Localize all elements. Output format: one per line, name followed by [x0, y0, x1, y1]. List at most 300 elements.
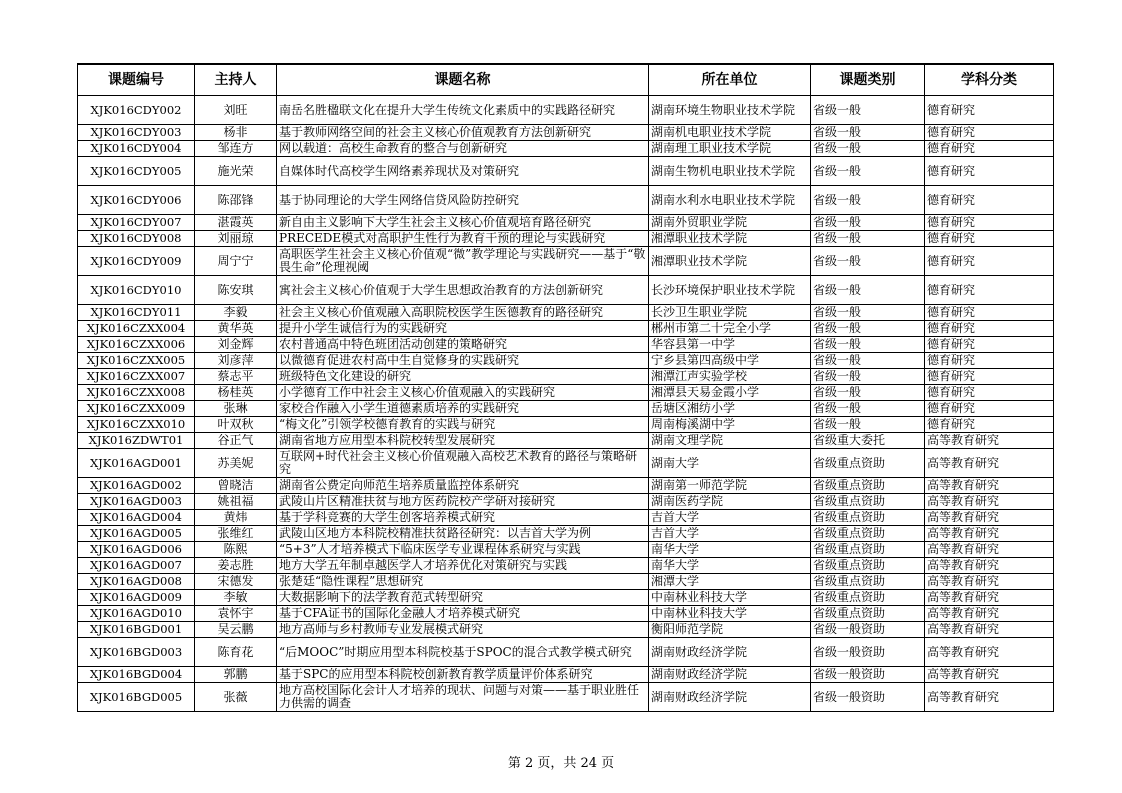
- cell-project-code-text: XJK016AGD009: [90, 591, 182, 604]
- cell-project-code-text: XJK016CDY010: [90, 283, 182, 297]
- cell-project-code-text: XJK016AGD008: [90, 575, 182, 588]
- cell-unit: [649, 231, 811, 247]
- cell-category: [811, 574, 925, 590]
- cell-project-title: [277, 683, 649, 712]
- cell-host-text: 刘旺: [223, 103, 248, 117]
- table-row: [78, 157, 1054, 186]
- cell-subject: [925, 449, 1054, 478]
- cell-project-code-text: XJK016AGD006: [90, 543, 182, 556]
- cell-category-text: 省级一般: [813, 338, 862, 351]
- table-row: [78, 590, 1054, 606]
- table-row: [78, 125, 1054, 141]
- table-row: [78, 638, 1054, 667]
- cell-project-title: [277, 478, 649, 494]
- cell-host: [195, 478, 277, 494]
- cell-host-text: 刘丽琼: [217, 232, 254, 245]
- cell-project-title: [277, 247, 649, 276]
- cell-host: [195, 125, 277, 141]
- cell-project-title: [277, 510, 649, 526]
- cell-project-code-text: XJK016CZXX006: [86, 338, 186, 351]
- table-row: [78, 526, 1054, 542]
- cell-unit-text: 湖南医药学院: [651, 495, 724, 508]
- cell-category-text: 省级重点资助: [813, 479, 886, 492]
- cell-project-code-text: XJK016CDY011: [90, 306, 182, 319]
- cell-category-text: 省级一般资助: [813, 645, 886, 659]
- cell-project-title-text: 班级特色文化建设的研究: [279, 370, 412, 383]
- cell-category-text: 省级重点资助: [813, 456, 886, 470]
- cell-project-code-text: XJK016AGD001: [90, 456, 182, 470]
- cell-project-code-text: XJK016CZXX007: [86, 370, 186, 383]
- cell-category: [811, 186, 925, 215]
- cell-unit: [649, 215, 811, 231]
- cell-host-text: 邹连方: [217, 142, 254, 155]
- cell-project-code-text: XJK016BGD001: [89, 623, 183, 636]
- cell-project-code: [78, 478, 195, 494]
- cell-unit: [649, 606, 811, 622]
- cell-unit: [649, 417, 811, 433]
- cell-subject: [925, 247, 1054, 276]
- cell-project-code: [78, 401, 195, 417]
- cell-subject: [925, 683, 1054, 712]
- cell-subject-text: 德育研究: [927, 232, 976, 245]
- cell-unit-text: 中南林业科技大学: [651, 591, 748, 604]
- cell-project-title-text: 武陵山区地方本科院校精准扶贫路径研究：以吉首大学为例: [279, 527, 592, 540]
- cell-project-title-text: 武陵山片区精准扶贫与地方医药院校产学研对接研究: [279, 495, 556, 508]
- cell-category-text: 省级一般: [813, 103, 862, 117]
- cell-category: [811, 215, 925, 231]
- cell-category: [811, 478, 925, 494]
- cell-category-text: 省级重点资助: [813, 495, 886, 508]
- cell-project-code-text: XJK016CDY004: [90, 142, 182, 155]
- cell-host: [195, 321, 277, 337]
- header-project-code: 课题编号: [78, 64, 195, 96]
- cell-project-code: [78, 526, 195, 542]
- cell-project-code: [78, 494, 195, 510]
- cell-project-code-text: XJK016AGD004: [90, 511, 182, 524]
- cell-subject-text: 德育研究: [927, 402, 976, 415]
- cell-project-code: [78, 510, 195, 526]
- cell-subject: [925, 337, 1054, 353]
- project-table: [77, 63, 1054, 712]
- cell-category: [811, 558, 925, 574]
- cell-unit: [649, 510, 811, 526]
- cell-project-title-text: 家校合作融入小学生道德素质培养的实践研究: [279, 402, 520, 415]
- cell-unit: [649, 337, 811, 353]
- cell-project-title: [277, 321, 649, 337]
- cell-unit-text: 湖南财政经济学院: [651, 645, 748, 659]
- header-subject: 学科分类: [925, 64, 1054, 96]
- cell-host: [195, 385, 277, 401]
- cell-host: [195, 433, 277, 449]
- project-list-sheet: [77, 63, 1054, 712]
- cell-host-text: 李毅: [223, 306, 248, 319]
- cell-category-text: 省级重点资助: [813, 527, 886, 540]
- table-row: [78, 433, 1054, 449]
- cell-project-code: [78, 667, 195, 683]
- cell-subject-text: 高等教育研究: [927, 591, 1000, 604]
- table-row: [78, 478, 1054, 494]
- cell-category-text: 省级一般: [813, 142, 862, 155]
- cell-project-code: [78, 542, 195, 558]
- cell-unit-text: 华容县第一中学: [651, 338, 736, 351]
- cell-subject-text: 德育研究: [927, 338, 976, 351]
- cell-unit: [649, 590, 811, 606]
- cell-unit: [649, 494, 811, 510]
- cell-project-title: [277, 574, 649, 590]
- cell-project-title-text: 基于教师网络空间的社会主义核心价值观教育方法创新研究: [279, 126, 592, 139]
- cell-category-text: 省级一般: [813, 232, 862, 245]
- table-header-row: [78, 64, 1054, 96]
- cell-subject-text: 德育研究: [927, 254, 976, 268]
- table-row: [78, 449, 1054, 478]
- cell-project-title: [277, 401, 649, 417]
- cell-host-text: 叶双秋: [217, 418, 254, 431]
- cell-unit: [649, 141, 811, 157]
- cell-category: [811, 321, 925, 337]
- cell-host: [195, 141, 277, 157]
- cell-category: [811, 449, 925, 478]
- cell-subject-text: 德育研究: [927, 126, 976, 139]
- cell-project-title-text: 农村普通高中特色班团活动创建的策略研究: [279, 338, 508, 351]
- cell-project-code-text: XJK016CDY007: [90, 216, 182, 229]
- cell-unit-text: 湖南第一师范学院: [651, 479, 748, 492]
- cell-host-text: 李敏: [223, 591, 248, 604]
- cell-subject: [925, 401, 1054, 417]
- cell-unit: [649, 622, 811, 638]
- cell-project-title: [277, 157, 649, 186]
- cell-project-title-text: 新自由主义影响下大学生社会主义核心价值观培育路径研究: [279, 216, 592, 229]
- cell-project-title: [277, 96, 649, 125]
- cell-host-text: 蔡志平: [217, 370, 254, 383]
- cell-subject: [925, 558, 1054, 574]
- cell-project-title: [277, 141, 649, 157]
- table-row: [78, 321, 1054, 337]
- cell-category-text: 省级重点资助: [813, 511, 886, 524]
- cell-host: [195, 622, 277, 638]
- cell-host-text: 周宁宁: [217, 254, 254, 268]
- cell-unit-text: 中南林业科技大学: [651, 607, 748, 620]
- cell-subject: [925, 622, 1054, 638]
- cell-category: [811, 401, 925, 417]
- cell-project-code: [78, 369, 195, 385]
- cell-unit-text: 南华大学: [651, 559, 700, 572]
- cell-unit-text: 衡阳师范学院: [651, 623, 724, 636]
- cell-unit: [649, 353, 811, 369]
- cell-host-text: 黄炜: [223, 511, 248, 524]
- cell-project-code: [78, 141, 195, 157]
- cell-category-text: 省级一般: [813, 306, 862, 319]
- cell-category-text: 省级一般资助: [813, 623, 886, 636]
- cell-project-title: [277, 385, 649, 401]
- cell-category: [811, 231, 925, 247]
- cell-category: [811, 590, 925, 606]
- cell-subject-text: 高等教育研究: [927, 434, 1000, 447]
- table-row: [78, 622, 1054, 638]
- cell-host-text: 张维红: [217, 527, 254, 540]
- cell-project-title-text: 小学德育工作中社会主义核心价值观融入的实践研究: [279, 386, 556, 399]
- table-row: [78, 337, 1054, 353]
- cell-subject: [925, 215, 1054, 231]
- cell-unit-text: 湘潭职业技术学院: [651, 232, 748, 245]
- cell-project-title: [277, 542, 649, 558]
- cell-host-text: 宋德发: [217, 575, 254, 588]
- cell-project-code: [78, 337, 195, 353]
- cell-project-title-text: 湖南省地方应用型本科院校转型发展研究: [279, 434, 496, 447]
- cell-host: [195, 215, 277, 231]
- cell-host-text: 曾晓洁: [217, 479, 254, 492]
- cell-category: [811, 305, 925, 321]
- cell-category: [811, 417, 925, 433]
- cell-project-title: [277, 558, 649, 574]
- cell-host: [195, 305, 277, 321]
- cell-category-text: 省级重点资助: [813, 559, 886, 572]
- cell-host-text: 施光荣: [217, 164, 254, 178]
- cell-project-code: [78, 215, 195, 231]
- cell-project-title-text: 基于协同理论的大学生网络信贷风险防控研究: [279, 193, 520, 207]
- cell-host-text: 苏美妮: [217, 456, 254, 470]
- cell-unit-text: 湖南生物机电职业技术学院: [651, 164, 796, 178]
- table-row: [78, 401, 1054, 417]
- header-host: 主持人: [195, 64, 277, 96]
- cell-host-text: 陈熙: [223, 543, 248, 556]
- cell-project-title-text: 社会主义核心价值观融入高职院校医学生医德教育的路径研究: [279, 306, 604, 319]
- cell-project-code-text: XJK016CZXX004: [86, 322, 186, 335]
- cell-category-text: 省级一般: [813, 283, 862, 297]
- cell-project-title-text: 基于学科竞赛的大学生创客培养模式研究: [279, 511, 496, 524]
- cell-project-title-text: 基于CFA证书的国际化金融人才培养模式研究: [279, 607, 521, 620]
- cell-subject-text: 高等教育研究: [927, 668, 1000, 681]
- cell-subject: [925, 638, 1054, 667]
- cell-project-code: [78, 125, 195, 141]
- cell-subject-text: 高等教育研究: [927, 543, 1000, 556]
- table-row: [78, 574, 1054, 590]
- cell-category-text: 省级重点资助: [813, 591, 886, 604]
- cell-subject-text: 高等教育研究: [927, 559, 1000, 572]
- cell-project-code-text: XJK016CDY005: [90, 164, 182, 178]
- cell-project-title: [277, 276, 649, 305]
- cell-category-text: 省级重点资助: [813, 575, 886, 588]
- cell-host: [195, 526, 277, 542]
- cell-unit-text: 宁乡县第四高级中学: [651, 354, 760, 367]
- cell-category-text: 省级一般: [813, 126, 862, 139]
- cell-subject: [925, 157, 1054, 186]
- cell-subject-text: 高等教育研究: [927, 575, 1000, 588]
- cell-project-code: [78, 276, 195, 305]
- cell-subject-text: 德育研究: [927, 103, 976, 117]
- cell-host: [195, 157, 277, 186]
- cell-subject: [925, 606, 1054, 622]
- cell-project-code-text: XJK016CDY002: [90, 103, 182, 117]
- cell-project-title: [277, 494, 649, 510]
- cell-unit-text: 长沙环境保护职业技术学院: [651, 283, 796, 297]
- cell-unit-text: 湖南水利水电职业技术学院: [651, 193, 796, 207]
- cell-host: [195, 606, 277, 622]
- cell-host-text: 张薇: [223, 690, 248, 704]
- cell-category-text: 省级一般: [813, 418, 862, 431]
- cell-subject: [925, 526, 1054, 542]
- cell-unit: [649, 558, 811, 574]
- cell-subject: [925, 96, 1054, 125]
- cell-project-code: [78, 321, 195, 337]
- cell-category: [811, 494, 925, 510]
- cell-host: [195, 417, 277, 433]
- cell-project-title: [277, 186, 649, 215]
- table-row: [78, 369, 1054, 385]
- table-row: [78, 510, 1054, 526]
- page-footer: 第 2 页，共 24 页: [507, 756, 615, 771]
- cell-project-code-text: XJK016BGD005: [89, 690, 183, 704]
- cell-project-title-text: 基于SPC的应用型本科院校创新教育教学质量评价体系研究: [279, 668, 593, 681]
- cell-project-title: [277, 622, 649, 638]
- cell-project-code: [78, 231, 195, 247]
- cell-category-text: 省级一般资助: [813, 668, 886, 681]
- cell-unit-text: 湖南外贸职业学院: [651, 216, 748, 229]
- cell-subject: [925, 186, 1054, 215]
- cell-unit-text: 长沙卫生职业学院: [651, 306, 748, 319]
- cell-unit: [649, 96, 811, 125]
- cell-project-code: [78, 638, 195, 667]
- cell-project-title: [277, 337, 649, 353]
- cell-subject: [925, 125, 1054, 141]
- cell-host-text: 陈育花: [217, 645, 254, 659]
- cell-unit: [649, 369, 811, 385]
- cell-host: [195, 590, 277, 606]
- cell-project-code-text: XJK016CZXX010: [86, 418, 186, 431]
- cell-subject: [925, 385, 1054, 401]
- cell-subject-text: 德育研究: [927, 216, 976, 229]
- header-project-title: 课题名称: [277, 64, 649, 96]
- cell-host-text: 杨非: [223, 126, 248, 139]
- cell-subject: [925, 417, 1054, 433]
- cell-category: [811, 157, 925, 186]
- cell-unit: [649, 433, 811, 449]
- cell-category-text: 省级一般: [813, 254, 862, 268]
- cell-unit-text: 吉首大学: [651, 527, 700, 540]
- cell-project-code-text: XJK016AGD002: [90, 479, 182, 492]
- cell-project-title-text: “后MOOC”时期应用型本科院校基于SPOC的混合式教学模式研究: [279, 645, 632, 659]
- cell-project-code: [78, 433, 195, 449]
- table-row: [78, 186, 1054, 215]
- cell-subject: [925, 353, 1054, 369]
- cell-category-text: 省级一般: [813, 216, 862, 229]
- cell-host-text: 姜志胜: [217, 559, 254, 572]
- cell-project-title: [277, 215, 649, 231]
- cell-host-text: 黄华英: [217, 322, 254, 335]
- cell-subject: [925, 478, 1054, 494]
- cell-unit-text: 湖南财政经济学院: [651, 668, 748, 681]
- cell-subject-text: 德育研究: [927, 142, 976, 155]
- cell-project-title-text: 以微德育促进农村高中生自觉修身的实践研究: [279, 354, 520, 367]
- cell-project-code: [78, 574, 195, 590]
- cell-unit-text: 湘潭职业技术学院: [651, 254, 748, 268]
- cell-category: [811, 542, 925, 558]
- table-row: [78, 494, 1054, 510]
- cell-category-text: 省级一般: [813, 402, 862, 415]
- cell-category-text: 省级重点资助: [813, 607, 886, 620]
- cell-unit: [649, 385, 811, 401]
- cell-subject: [925, 494, 1054, 510]
- table-row: [78, 141, 1054, 157]
- cell-project-code-text: XJK016CZXX008: [86, 386, 186, 399]
- cell-subject: [925, 542, 1054, 558]
- cell-category: [811, 606, 925, 622]
- table-row: [78, 247, 1054, 276]
- cell-category-text: 省级一般: [813, 354, 862, 367]
- cell-category-text: 省级一般: [813, 386, 862, 399]
- cell-project-code: [78, 353, 195, 369]
- table-row: [78, 606, 1054, 622]
- cell-project-title: [277, 606, 649, 622]
- cell-category: [811, 385, 925, 401]
- table-row: [78, 558, 1054, 574]
- cell-project-title-text: 湖南省公费定向师范生培养质量监控体系研究: [279, 479, 520, 492]
- table-row: [78, 96, 1054, 125]
- cell-host: [195, 510, 277, 526]
- cell-host: [195, 558, 277, 574]
- cell-unit: [649, 667, 811, 683]
- cell-host: [195, 247, 277, 276]
- cell-category: [811, 337, 925, 353]
- cell-unit-text: 周南梅溪湖中学: [651, 418, 736, 431]
- table-row: [78, 305, 1054, 321]
- cell-unit: [649, 449, 811, 478]
- cell-project-title-text: 网以载道：高校生命教育的整合与创新研究: [279, 142, 508, 155]
- cell-subject: [925, 141, 1054, 157]
- cell-host: [195, 186, 277, 215]
- cell-project-title: [277, 369, 649, 385]
- cell-unit-text: 湘潭县天易金霞小学: [651, 386, 760, 399]
- cell-project-title-text: 互联网+时代社会主义核心价值观融入高校艺术教育的路径与策略研究: [279, 450, 638, 476]
- table-row: [78, 231, 1054, 247]
- cell-project-title: [277, 449, 649, 478]
- cell-project-code-text: XJK016AGD010: [90, 607, 182, 620]
- cell-host-text: 郭鹏: [223, 668, 248, 681]
- cell-host: [195, 574, 277, 590]
- cell-unit: [649, 247, 811, 276]
- cell-host-text: 刘金辉: [217, 338, 254, 351]
- table-row: [78, 215, 1054, 231]
- cell-subject-text: 德育研究: [927, 193, 976, 207]
- cell-subject-text: 德育研究: [927, 354, 976, 367]
- cell-subject-text: 高等教育研究: [927, 623, 1000, 636]
- cell-category: [811, 526, 925, 542]
- cell-host: [195, 96, 277, 125]
- cell-project-title-text: 张楚廷“隐性课程”思想研究: [279, 575, 424, 588]
- cell-unit-text: 湖南环境生物职业技术学院: [651, 103, 796, 117]
- cell-unit-text: 湖南大学: [651, 456, 700, 470]
- cell-project-code: [78, 157, 195, 186]
- cell-unit-text: 吉首大学: [651, 511, 700, 524]
- cell-project-title-text: 地方大学五年制卓越医学人才培养优化对策研究与实践: [279, 559, 568, 572]
- cell-subject-text: 德育研究: [927, 386, 976, 399]
- cell-project-code-text: XJK016CDY009: [90, 254, 182, 268]
- cell-project-code-text: XJK016CZXX009: [86, 402, 186, 415]
- cell-host-text: 刘彦萍: [217, 354, 254, 367]
- cell-project-code: [78, 385, 195, 401]
- cell-project-code: [78, 558, 195, 574]
- cell-project-title: [277, 590, 649, 606]
- table-row: [78, 542, 1054, 558]
- cell-project-code-text: XJK016CDY008: [90, 232, 182, 245]
- cell-project-title: [277, 526, 649, 542]
- cell-unit: [649, 305, 811, 321]
- cell-unit: [649, 683, 811, 712]
- cell-project-code: [78, 622, 195, 638]
- cell-project-title-text: 寓社会主义核心价值观于大学生思想政治教育的方法创新研究: [279, 283, 604, 297]
- cell-subject-text: 高等教育研究: [927, 479, 1000, 492]
- cell-host: [195, 449, 277, 478]
- cell-subject: [925, 369, 1054, 385]
